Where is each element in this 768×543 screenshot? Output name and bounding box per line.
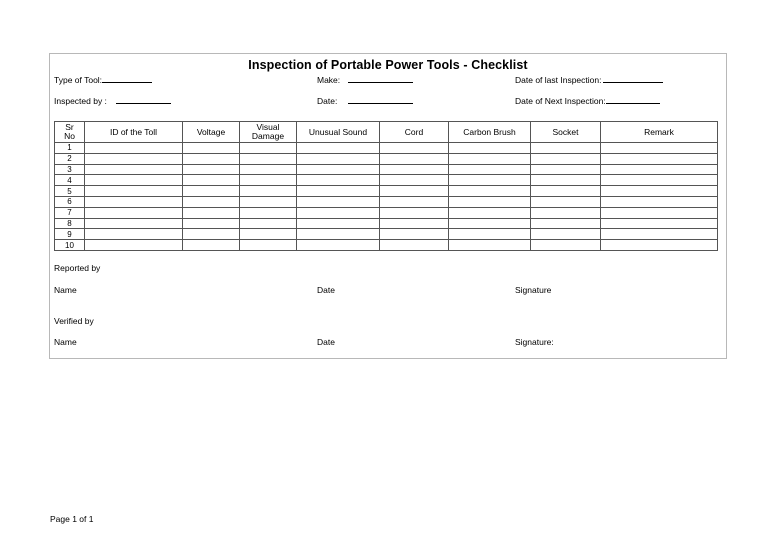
table-cell[interactable] (531, 240, 601, 251)
table-row (55, 240, 718, 251)
checklist-sheet (49, 53, 727, 359)
inspected-by-blank[interactable] (116, 95, 171, 104)
inspected-by-label: Inspected by : (54, 96, 107, 106)
row-sr-no: 9 (55, 229, 85, 240)
type-of-tool-blank[interactable] (102, 74, 152, 83)
table-cell[interactable] (240, 143, 297, 154)
table-cell[interactable] (601, 143, 718, 154)
row-sr-no: 2 (55, 153, 85, 164)
col-header-cord: Cord (380, 122, 449, 143)
table-cell[interactable] (183, 175, 240, 186)
row-sr-no: 10 (55, 240, 85, 251)
table-cell[interactable] (531, 218, 601, 229)
table-cell[interactable] (183, 207, 240, 218)
table-cell[interactable] (85, 207, 183, 218)
table-cell[interactable] (240, 186, 297, 197)
table-cell[interactable] (380, 186, 449, 197)
table-cell[interactable] (297, 153, 380, 164)
table-cell[interactable] (380, 153, 449, 164)
make-label: Make: (317, 75, 341, 85)
table-cell[interactable] (601, 186, 718, 197)
table-cell[interactable] (380, 196, 449, 207)
table-cell[interactable] (297, 175, 380, 186)
table-row (55, 186, 718, 197)
table-cell[interactable] (183, 218, 240, 229)
table-header-row (55, 122, 718, 143)
page-number: Page 1 of 1 (50, 514, 94, 524)
table-cell[interactable] (240, 240, 297, 251)
col-header-visual-damage: Visual Damage (240, 122, 297, 143)
date-blank[interactable] (348, 95, 413, 104)
table-cell[interactable] (449, 218, 531, 229)
table-cell[interactable] (85, 218, 183, 229)
table-cell[interactable] (531, 143, 601, 154)
table-cell[interactable] (380, 175, 449, 186)
date-last-inspection-blank[interactable] (603, 74, 663, 83)
table-cell[interactable] (380, 164, 449, 175)
document-title: Inspection of Portable Power Tools - Checklist (248, 58, 528, 72)
table-cell[interactable] (240, 207, 297, 218)
table-cell[interactable] (380, 207, 449, 218)
table-row (55, 175, 718, 186)
verified-signature-label: Signature: (515, 337, 554, 347)
date-last-inspection-label: Date of last Inspection: (515, 75, 602, 85)
table-row (55, 153, 718, 164)
table-cell[interactable] (449, 196, 531, 207)
table-row (55, 207, 718, 218)
table-cell[interactable] (85, 175, 183, 186)
date-next-inspection-field (515, 95, 660, 106)
row-sr-no: 5 (55, 186, 85, 197)
table-cell[interactable] (183, 153, 240, 164)
table-cell[interactable] (601, 229, 718, 240)
table-cell[interactable] (531, 164, 601, 175)
table-cell[interactable] (531, 186, 601, 197)
table-cell[interactable] (85, 153, 183, 164)
make-blank[interactable] (348, 74, 413, 83)
reported-date-label: Date (317, 285, 335, 295)
table-cell[interactable] (601, 218, 718, 229)
table-cell[interactable] (183, 143, 240, 154)
col-header-socket: Socket (531, 122, 601, 143)
table-cell[interactable] (380, 143, 449, 154)
col-header-voltage: Voltage (183, 122, 240, 143)
table-cell[interactable] (240, 196, 297, 207)
date-field (317, 95, 413, 106)
date-next-inspection-label: Date of Next Inspection: (515, 96, 606, 106)
table-cell[interactable] (297, 186, 380, 197)
table-cell[interactable] (601, 196, 718, 207)
table-cell[interactable] (240, 218, 297, 229)
table-cell[interactable] (449, 229, 531, 240)
inspection-table (54, 121, 718, 251)
table-cell[interactable] (449, 153, 531, 164)
table-cell[interactable] (297, 240, 380, 251)
table-cell[interactable] (449, 164, 531, 175)
col-header-unusual-sound: Unusual Sound (297, 122, 380, 143)
reported-by-heading: Reported by (54, 263, 101, 273)
table-cell[interactable] (183, 240, 240, 251)
table-cell[interactable] (85, 164, 183, 175)
table-cell[interactable] (449, 143, 531, 154)
table-cell[interactable] (297, 229, 380, 240)
row-sr-no: 6 (55, 196, 85, 207)
table-cell[interactable] (85, 186, 183, 197)
table-cell[interactable] (531, 229, 601, 240)
table-cell[interactable] (297, 196, 380, 207)
table-row (55, 196, 718, 207)
table-cell[interactable] (531, 196, 601, 207)
table-cell[interactable] (85, 143, 183, 154)
table-cell[interactable] (449, 186, 531, 197)
table-cell[interactable] (449, 175, 531, 186)
table-cell[interactable] (380, 240, 449, 251)
table-cell[interactable] (183, 196, 240, 207)
table-row (55, 218, 718, 229)
row-sr-no: 3 (55, 164, 85, 175)
table-cell[interactable] (601, 164, 718, 175)
inspected-by-field (54, 95, 171, 106)
table-cell[interactable] (85, 240, 183, 251)
table-cell[interactable] (297, 218, 380, 229)
table-row (55, 143, 718, 154)
type-of-tool-label: Type of Tool: (54, 75, 103, 85)
table-cell[interactable] (601, 153, 718, 164)
table-cell[interactable] (240, 153, 297, 164)
col-header-id: ID of the Toll (85, 122, 183, 143)
table-cell[interactable] (183, 186, 240, 197)
date-next-inspection-blank[interactable] (606, 95, 660, 104)
col-header-remark: Remark (601, 122, 718, 143)
table-cell[interactable] (240, 175, 297, 186)
table-cell[interactable] (601, 240, 718, 251)
table-cell[interactable] (380, 229, 449, 240)
table-cell[interactable] (85, 196, 183, 207)
table-cell[interactable] (183, 164, 240, 175)
table-cell[interactable] (531, 175, 601, 186)
reported-signature-label: Signature (515, 285, 552, 295)
col-header-carbon-brush: Carbon Brush (449, 122, 531, 143)
table-row (55, 229, 718, 240)
table-cell[interactable] (531, 207, 601, 218)
table-cell[interactable] (601, 207, 718, 218)
table-cell[interactable] (380, 218, 449, 229)
table-cell[interactable] (531, 153, 601, 164)
verified-by-heading: Verified by (54, 316, 94, 326)
table-cell[interactable] (297, 164, 380, 175)
verified-name-label: Name (54, 337, 77, 347)
date-label: Date: (317, 96, 338, 106)
make-field (317, 74, 413, 85)
row-sr-no: 7 (55, 207, 85, 218)
table-cell[interactable] (449, 240, 531, 251)
verified-date-label: Date (317, 337, 335, 347)
reported-name-label: Name (54, 285, 77, 295)
table-row (55, 164, 718, 175)
table-cell[interactable] (183, 229, 240, 240)
table-cell[interactable] (240, 229, 297, 240)
date-last-inspection-field (515, 74, 663, 85)
row-sr-no: 8 (55, 218, 85, 229)
type-of-tool-field (54, 74, 152, 85)
row-sr-no: 4 (55, 175, 85, 186)
table-cell[interactable] (297, 143, 380, 154)
table-cell[interactable] (85, 229, 183, 240)
row-sr-no: 1 (55, 143, 85, 154)
table-cell[interactable] (240, 164, 297, 175)
table-cell[interactable] (297, 207, 380, 218)
table-cell[interactable] (449, 207, 531, 218)
table-cell[interactable] (601, 175, 718, 186)
col-header-sr-no: Sr No (55, 122, 85, 143)
